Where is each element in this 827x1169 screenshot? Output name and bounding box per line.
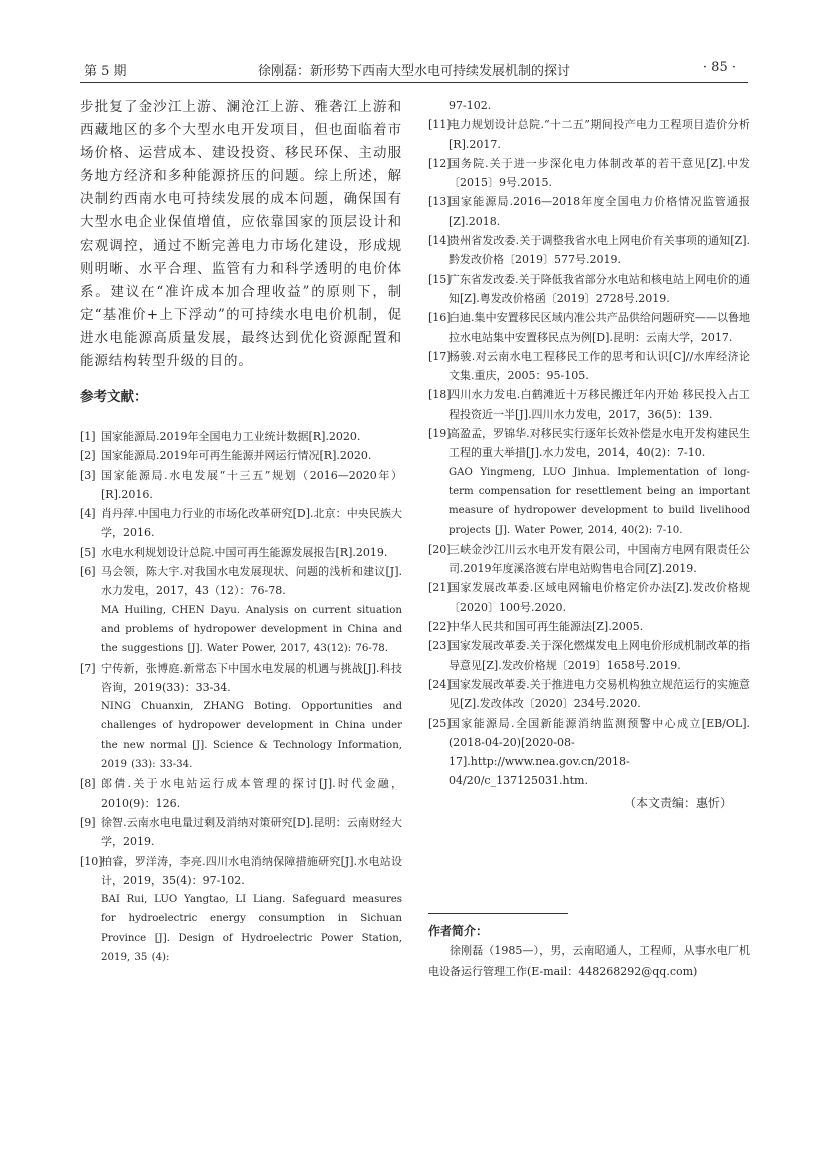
reference-number: [21] [428,581,451,595]
reference-item [428,578,750,617]
references-heading: 参考文献： [80,389,148,405]
reference-number: [9] [80,815,96,829]
running-title: 徐刚磊：新形势下西南大型水电可持续发展机制的探讨 [257,64,570,79]
reference-number: [19] [428,427,451,441]
reference-text: 肖丹萍.中国电力行业的市场化改革研究[D].北京：中央民族大学，2016. [101,507,402,540]
reference-item [428,540,750,579]
reference-text: 国家发展改革委.区域电网输电价格定价办法[Z].发改价格规〔2020〕100号.2020. [449,581,750,614]
reference-number: [11] [428,118,451,132]
reference-item [428,115,750,154]
reference-item [80,813,402,852]
reference-number: [2] [80,449,96,463]
reference-text: 杨骏.对云南水电工程移民工作的思考和认识[C]//水库经济论文集.重庆，2005：95-105. [449,349,750,383]
reference-number: [8] [80,777,96,791]
author-divider [428,913,568,914]
reference-number: [18] [428,388,451,402]
reference-text: 四川水力发电.白鹤滩近十万移民搬迁年内开始 移民投入占工程投资近一半[J].四川水力发电，2017，36(5)：139. [449,388,750,421]
reference-number: [1] [80,430,96,443]
reference-item [80,466,402,505]
reference-text: 国家发展改革委.关于深化燃煤发电上网电价形成机制改革的指导意见[Z].发改价格规〔2019〕1658号.2019. [449,639,750,672]
reference-number: [22] [428,620,451,634]
reference-number: [13] [428,195,451,209]
reference-number: [15] [428,272,451,286]
body-paragraph: 步批复了金沙江上游、澜沧江上游、雅砻江上游和西藏地区的多个大型水电开发项目，但也面临着市场价格、运营成本、建设投资、移民环保、主动服务地方经济和多种能源挤压的问题。综上所述，解决制约西南水电可持续发展的成本问题，确保国有大型水电企业保值增值，应依靠国家的顶层设计和宏观调控，通过不断完善电力市场化建设，形成规则明晰、水平合理、监管有力和科学透明的电价体系。建议在“准许成本加合理收益”的原则下，制定“基准价+上下浮动”的可持续水电电价机制，促进水电能源高质量发展，最终达到优化资源配置和能源结构转型升级的目的。 [80,99,402,370]
reference-text: 国家能源局.2019年全国电力工业统计数据[R].2020. [101,430,361,443]
issue-number: 第 5 期 [84,64,127,79]
reference-number: [25] [428,716,451,730]
reference-text: 马会领，陈大宇.对我国水电发展现状、问题的浅析和建议[J].水力发电，2017，43（12）：76-78. [101,565,402,598]
reference-text: 国家能源局.水电发展“十三五”规划（2016—2020年）[R].2016. [101,468,402,501]
reference-number: [23] [428,639,451,653]
reference-number: [7] [80,661,96,675]
page-number: · 85 · [702,60,736,75]
author-heading: 作者简介： [428,924,489,938]
reference-item [80,427,402,446]
reference-item [80,562,402,601]
reference-item [80,504,402,543]
reference-number: [12] [428,156,451,170]
reference-item [428,424,750,463]
running-header [80,56,748,83]
reference-item [428,192,750,231]
reference-number: [17] [428,349,451,363]
reference-item [428,675,750,714]
reference-text: 广东省发改委.关于降低我省部分水电站和核电站上网电价的通知[Z].粤发改价格函〔2019〕2728号.2019. [449,272,750,305]
reference-item [428,714,750,791]
editor-note: （本文责编：惠忻） [623,795,732,810]
reference-text: 国务院.关于进一步深化电力体制改革的若干意见[Z].中发〔2015〕9号.2015. [449,156,750,190]
reference-text: 电力规划设计总院.“十二五”期间投产电力工程项目造价分析[R].2017. [449,118,750,151]
reference-text: 三峡金沙江川云水电开发有限公司，中国南方电网有限责任公司.2019年度溪洛渡右岸电站购售电合同[Z].2019. [449,542,750,576]
reference-text: 国家能源局.2019年可再生能源并网运行情况[R].2020. [101,449,372,463]
reference-item [428,270,750,309]
reference-number: [10] [80,854,103,868]
reference-english: GAO Yingmeng, LUO Jinhua. Implementation of long-term compensation for resettlement being an important measure of hydropower development to build livelihood projects [J]. Water Power, 2014, 40(2): 7-10. [449,466,750,536]
reference-item [428,308,750,347]
reference-item [80,543,402,562]
reference-text: 国家发展改革委.关于推进电力交易机构独立规范运行的实施意见[Z].发改体改〔2020〕234号.2020. [449,677,750,711]
reference-item [428,231,750,270]
reference-text: 宁传新，张博庭.新常态下中国水电发展的机遇与挑战[J].科技咨询，2019(33)：33-34. [101,661,402,694]
reference-item [80,852,402,891]
reference-text: 水电水利规划设计总院.中国可再生能源发展报告[R].2019. [101,545,388,559]
reference-text: 白迪.集中安置移民区域内准公共产品供给问题研究——以鲁地拉水电站集中安置移民点为例[D].昆明：云南大学，2017. [449,311,750,344]
reference-english: NING Chuanxin, ZHANG Boting. Opportunities and challenges of hydropower development in China under the new normal [J]. Science & Technology Information, 2019 (33): 33-34. [101,701,402,771]
reference-text: 中华人民共和国可再生能源法[Z].2005. [449,620,644,634]
author-bio: 徐刚磊（1985—），男，云南昭通人，工程师，从事水电厂机电设备运行管理工作(E-mail：448268292@qq.com) [428,944,750,978]
reference-text: 郎倩.关于水电站运行成本管理的探讨[J].时代金融，2010(9)：126. [101,777,402,810]
reference-item [428,636,750,675]
reference-item [80,774,402,813]
reference-number: [24] [428,677,451,691]
reference-list-right [428,96,750,814]
reference-item [428,617,750,636]
reference-english: BAI Rui, LUO Yangtao, LI Liang. Safeguard measures for hydroelectric energy consumption in Sichuan Province [J]. Design of Hydroelectric Power Station, 2019, 35 (4): [101,894,402,964]
reference-number: [20] [428,542,451,556]
reference-text: 国家能源局.全国新能源消纳监测预警中心成立[EB/OL].(2018-04-20)[2020-08-17].http://www.nea.gov.cn/2018-04/20/c_137125031.htm. [449,716,750,788]
reference-number: [5] [80,545,96,559]
reference-text: 高盈孟，罗锦华.对移民实行逐年长效补偿是水电开发构建民生工程的重大举措[J].水力发电，2014，40(2)：7-10. [449,427,750,460]
reference-item [428,154,750,193]
reference-item [428,385,750,424]
reference-text: 徐智.云南水电电量过剩及消纳对策研究[D].昆明：云南财经大学，2019. [101,815,402,849]
reference-text: 贵州省发改委.关于调整我省水电上网电价有关事项的通知[Z].黔发改价格〔2019〕577号.2019. [449,234,750,267]
reference-item [80,659,402,698]
reference-number: [4] [80,507,96,521]
left-column-body [80,96,402,373]
reference-number: [14] [428,234,451,248]
reference-english: MA Huiling, CHEN Dayu. Analysis on current situation and problems of hydropower development in China and the suggestions [J]. Water Power, 2017, 43(12): 76-78. [101,604,402,655]
reference-number: [6] [80,565,96,579]
reference-list-left [80,427,402,967]
reference-item [428,347,750,386]
reference-text: 柏睿，罗洋涛，李亮.四川水电消纳保障措施研究[J].水电站设计，2019，35(4)：97-102. [101,854,402,887]
reference-continuation: 97-102. [449,99,492,112]
reference-number: [3] [80,468,96,482]
reference-text: 国家能源局.2016—2018年度全国电力价格情况监管通报[Z].2018. [449,195,750,228]
reference-number: [16] [428,311,451,325]
reference-item [80,446,402,465]
